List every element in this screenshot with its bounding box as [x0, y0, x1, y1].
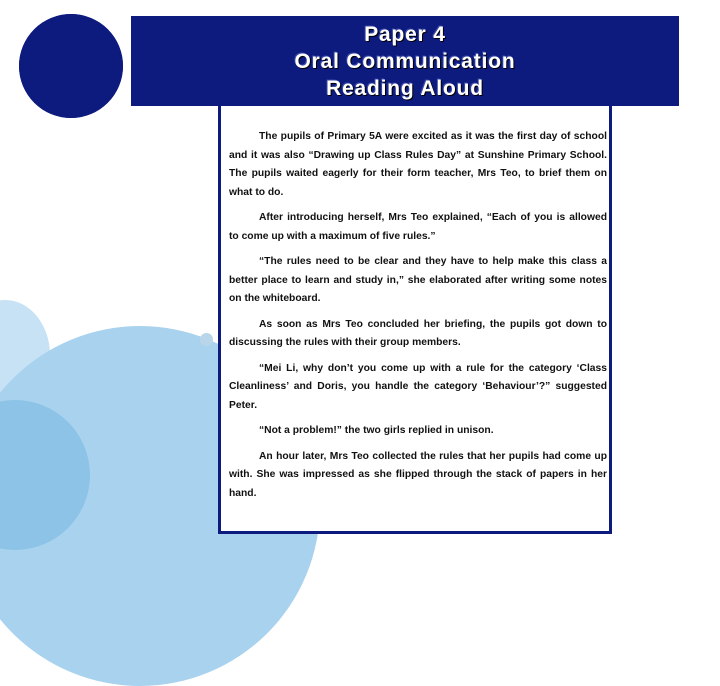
- paragraph-6: “Not a problem!” the two girls replied in unison.: [259, 425, 494, 436]
- title-banner: [131, 16, 679, 106]
- paragraph-3: “The rules need to be clear and they have to help make this class a better place to learn and study in,” she elaborated after writing some notes on the whiteboard.: [229, 256, 607, 304]
- reading-passage: [229, 128, 607, 510]
- reading-passage-box: [218, 106, 612, 534]
- paragraph-7: An hour later, Mrs Teo collected the rules that her pupils had come up with. She was impressed as she flipped through the stack of papers in her hand.: [229, 450, 607, 499]
- title-line-2: Oral Communication: [294, 49, 516, 73]
- paragraph-4: As soon as Mrs Teo concluded her briefing, the pupils got down to discussing the rules with their group members.: [229, 318, 607, 348]
- decorative-dot: [200, 333, 213, 346]
- paragraph-5: “Mei Li, why don’t you come up with a rule for the category ‘Class Cleanliness’ and Doris, you handle the category ‘Behaviour’?” suggested Peter.: [229, 362, 607, 411]
- paragraph-2: After introducing herself, Mrs Teo explained, “Each of you is allowed to come up with a maximum of five rules.”: [229, 212, 607, 242]
- paragraph-1: The pupils of Primary 5A were excited as it was the first day of school and it was also “Drawing up Class Rules Day” at Sunshine Primary School. The pupils waited eagerly for their form teacher, Mrs Teo, to brief them on what to do.: [229, 131, 607, 198]
- title-line-1: Paper 4: [364, 22, 446, 46]
- title-line-3: Reading Aloud: [326, 76, 484, 100]
- decorative-circle-navy: [19, 14, 123, 118]
